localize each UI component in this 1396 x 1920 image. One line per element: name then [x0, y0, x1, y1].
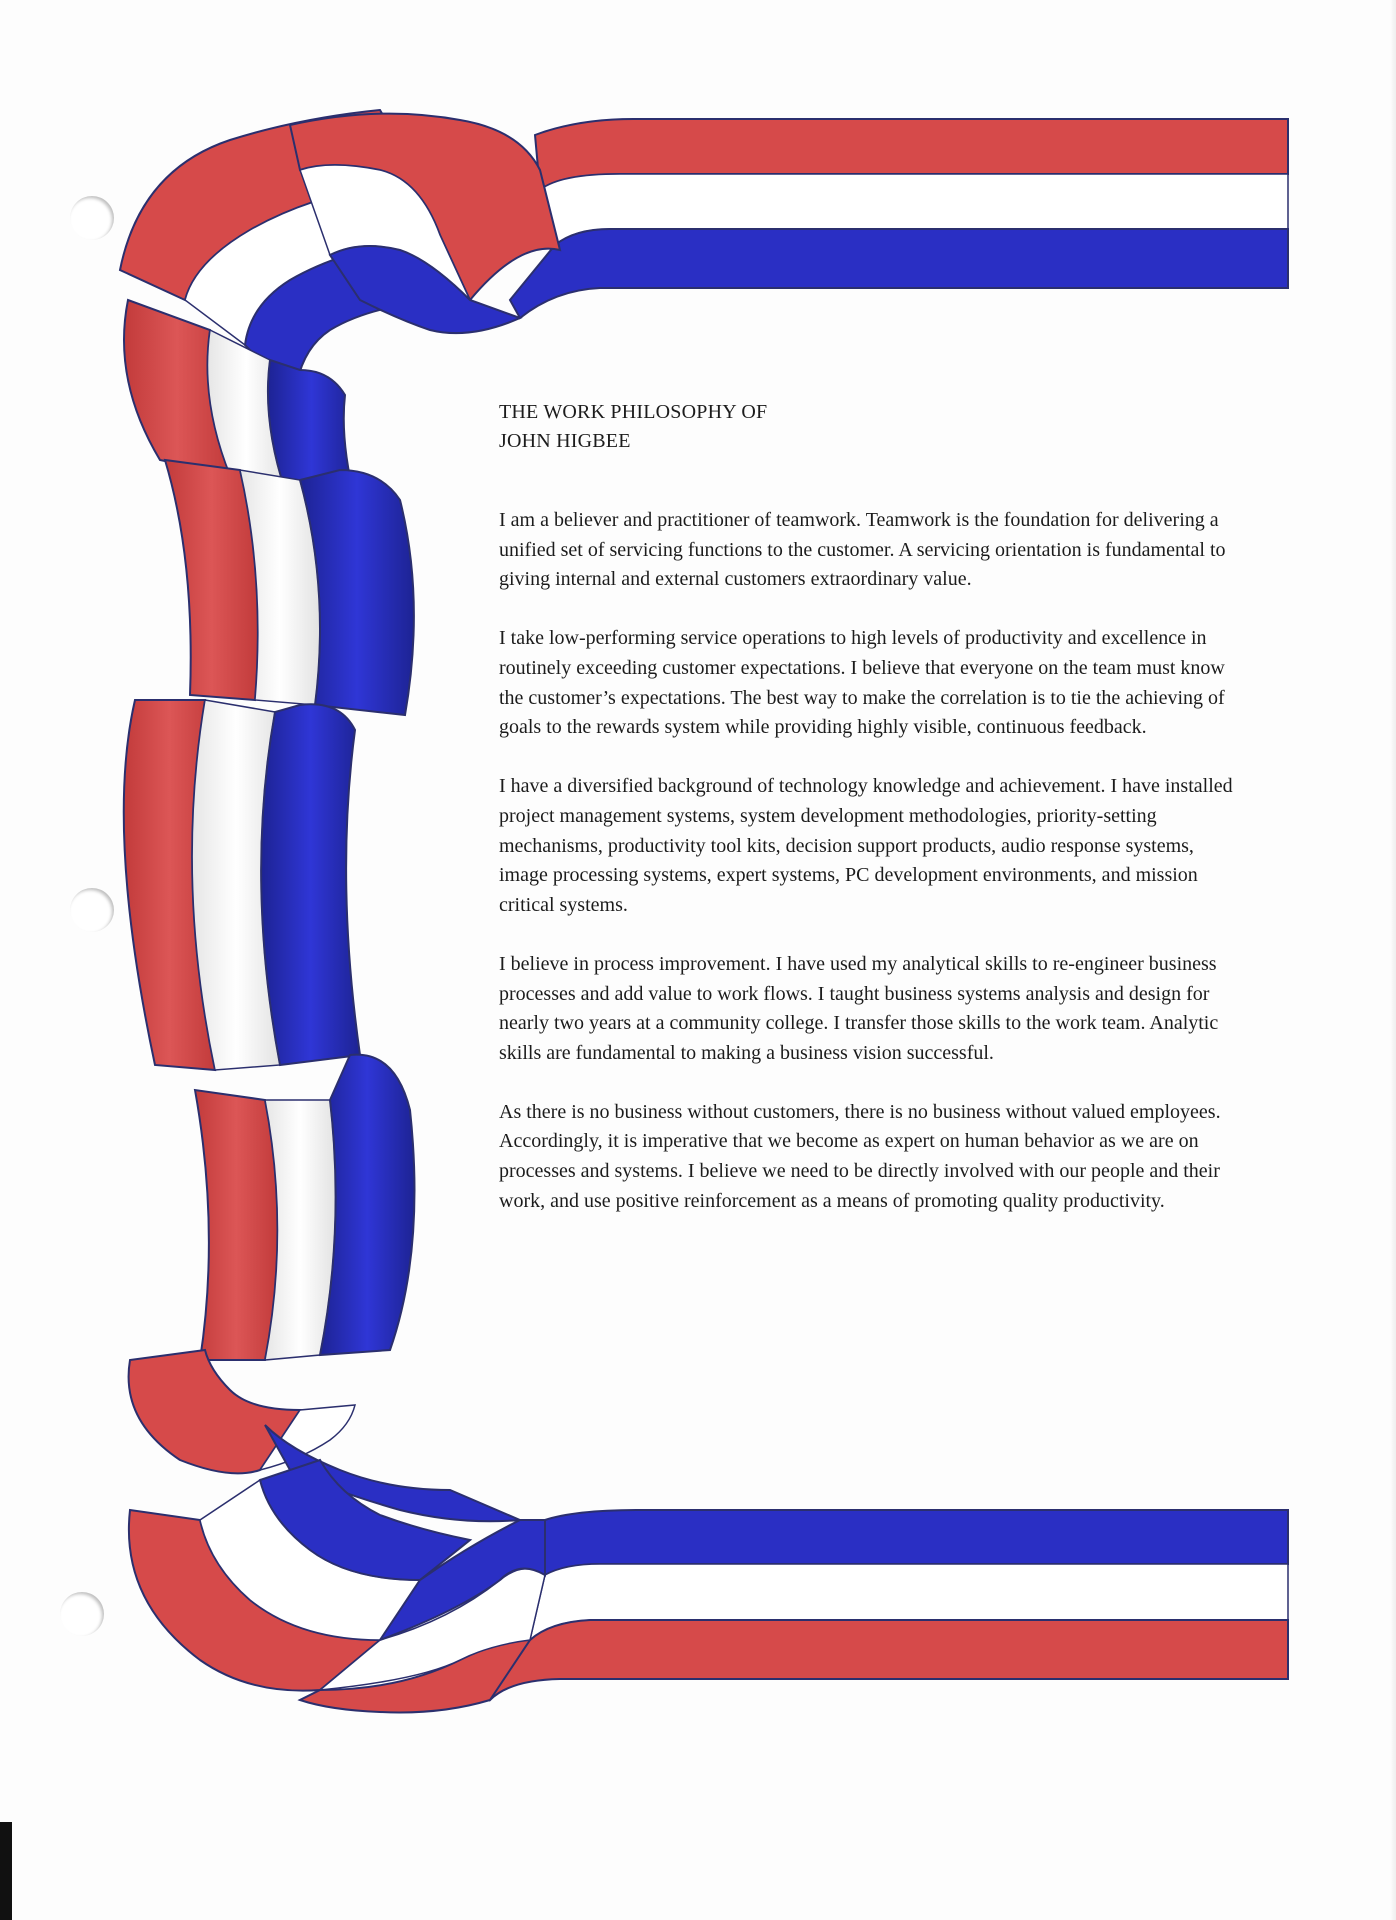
- paragraph-employees: As there is no business without customers, there is no business without valued employees. Accordingly, it is imperative that we become as expert on human behavior as we are on processes and systems. I believe we need to be directly involved with our people and their work, and use positive reinforcement as a means of promoting quality productivity.: [499, 1100, 1221, 1212]
- binder-hole-bottom: [60, 1592, 104, 1636]
- title-line-1: THE WORK PHILOSOPHY OF: [499, 401, 768, 423]
- paragraph-teamwork: I am a believer and practitioner of teamwork. Teamwork is the foundation for delivering a unified set of servicing functions to the customer. A servicing orientation is fundamental to giving internal and external customers extraordinary value.: [499, 509, 1226, 591]
- binder-hole-top: [70, 196, 114, 240]
- bottom-left-curl: [129, 1350, 545, 1713]
- top-stripes: [510, 119, 1288, 318]
- paragraph-process-improvement: I believe in process improvement. I have used my analytical skills to re-engineer business processes and add value to work flows. I taught business systems analysis and design for nearly two years at a community college. I transfer those skills to the work team. Analytic skills are fundamental to making a business vision successful.: [499, 952, 1219, 1064]
- bottom-stripes: [480, 1510, 1288, 1700]
- document-body: [499, 398, 1239, 1246]
- title-line-2: JOHN HIGBEE: [499, 430, 631, 452]
- scan-edge: [0, 1822, 12, 1920]
- binder-hole-middle: [70, 888, 114, 932]
- paragraph-service-operations: I take low-performing service operations to high levels of productivity and excellence in routinely exceeding customer expectations. I believe that everyone on the team must know the customer’s expectations. The best way to make the correlation is to tie the achieving of goals to the rewards system while providing highly visible, continuous feedback.: [499, 627, 1225, 739]
- document-title: [499, 398, 1239, 456]
- left-ribbon-segments: [124, 300, 415, 1360]
- paragraph-technology-background: I have a diversified background of technology knowledge and achievement. I have installed project management systems, system development methodologies, priority-setting mechanisms, productivity tool kits, decision support products, audio response systems, image processing systems, expert systems, PC development environments, and mission critical systems.: [499, 775, 1233, 916]
